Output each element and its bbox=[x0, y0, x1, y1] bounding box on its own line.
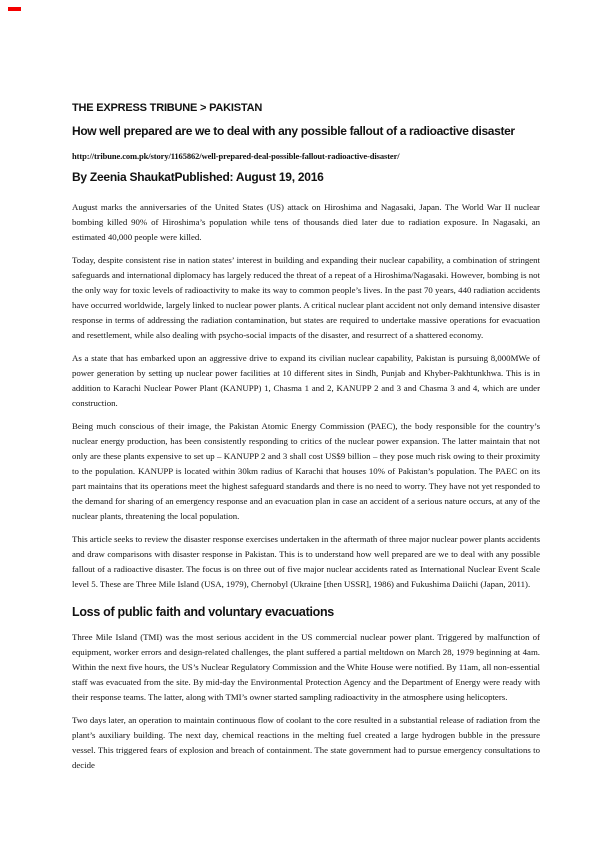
section-paragraph: Three Mile Island (TMI) was the most serious accident in the US commercial nuclear power plant. Triggered by malfunction of equipment, worker errors and design-related challenges, the plant suffered a partial meltdown on March 28, 1979 beginning at 4am. Within the next five hours, the US’s Nuclear Regulatory Commission and the White House were notified. By 11am, all non-essential staff was evacuated from the site. By mid-day the Environmental Protection Agency and the Department of Energy were ready with their response teams. The latter, along with TMI’s owner started sampling radioactivity in the atmosphere using helicopters. bbox=[72, 631, 540, 702]
article-url-link[interactable]: http://tribune.com.pk/story/1165862/well-prepared-deal-possible-fallout-radioactive-disaster/ bbox=[72, 150, 400, 161]
article-content bbox=[72, 0, 540, 781]
body-paragraph: Today, despite consistent rise in nation states’ interest in building and expanding their nuclear capability, a combination of stringent safeguards and international diplomacy has largely reduced the threat of a repeat of a Hiroshima/Nagasaki. However, bombing is not the only way for toxic levels of radioactivity to make its way to common people’s lives. In the past 70 years, 440 radiation accidents have occurred worldwide, largely linked to nuclear power plants. A critical nuclear plant accident not only demand intensive disaster response in terms of addressing the radiation contamination, but states are required to undertake massive operations for evacuation and resettlement, while also dealing with psycho-social impacts of the disaster, and resurrect of a shattered economy. bbox=[72, 254, 540, 340]
article-title: How well prepared are we to deal with any possible fallout of a radioactive disaster bbox=[72, 123, 515, 138]
body-paragraph: Being much conscious of their image, the Pakistan Atomic Energy Commission (PAEC), the body responsible for the country’s nuclear energy production, has been consistently responding to critics of the nuclear power expansion. The latter maintain that not only are these plants expensive to set up – KANUPP 2 and 3 shall cost US$9 billion – they pose much risk owing to their proximity to the population. KANUPP is located within 30km radius of Karachi that houses 10% of Pakistan’s population. The PAEC on its part maintains that its operations meet the highest safeguard standards and there is no need to worry. They have not yet responded to the demand for sharing of an emergency response and an evacuation plan in case an accident of a serious nature occurs, at any of the nuclear plants, threatening the local population. bbox=[72, 420, 540, 521]
section-heading: Loss of public faith and voluntary evacuations bbox=[72, 604, 334, 619]
section-paragraph: Two days later, an operation to maintain continuous flow of coolant to the core resulted in a substantial release of radiation from the plant’s auxiliary building. The next day, chemical reactions in the melting fuel created a large hydrogen bubble in the pressure vessel. This triggered fears of explosion and breach of containment. The state government had to pursue emergency consultations to decide bbox=[72, 714, 540, 770]
body-paragraph: As a state that has embarked upon an aggressive drive to expand its civilian nuclear capability, Pakistan is pursuing 8,000MWe of power generation by setting up nuclear power facilities at 10 different sites in Sindh, Punjab and Khyber-Pakhtunkhwa. This is in addition to Karachi Nuclear Power Plant (KANUPP) 1, Chasma 1 and 2, KANUPP 2 and 3 and Chasma 3 and 4, which are under construction. bbox=[72, 352, 540, 408]
body-paragraph: This article seeks to review the disaster response exercises undertaken in the aftermath of three major nuclear power plants accidents and draw comparisons with disaster response in Pakistan. This is to understand how well prepared are we to deal with any possible fallout of a radioactive disaster. The focus is on three out of five major nuclear accidents rated as International Nuclear Event Scale level 5. These are Three Mile Island (USA, 1979), Chernobyl (Ukraine [then USSR], 1986) and Fukushima Daiichi (Japan, 2011). bbox=[72, 533, 540, 589]
body-paragraph: August marks the anniversaries of the United States (US) attack on Hiroshima and Nagasaki, Japan. The World War II nuclear bombing killed 90% of Hiroshima’s population while tens of thousands died later due to radiation exposure. In Nagasaki, an estimated 40,000 people were killed. bbox=[72, 201, 540, 242]
publication-kicker: THE EXPRESS TRIBUNE > PAKISTAN bbox=[72, 102, 263, 114]
red-dash-mark bbox=[8, 7, 21, 11]
article-body bbox=[72, 200, 540, 773]
article-byline: By Zeenia ShaukatPublished: August 19, 2016 bbox=[72, 169, 324, 184]
